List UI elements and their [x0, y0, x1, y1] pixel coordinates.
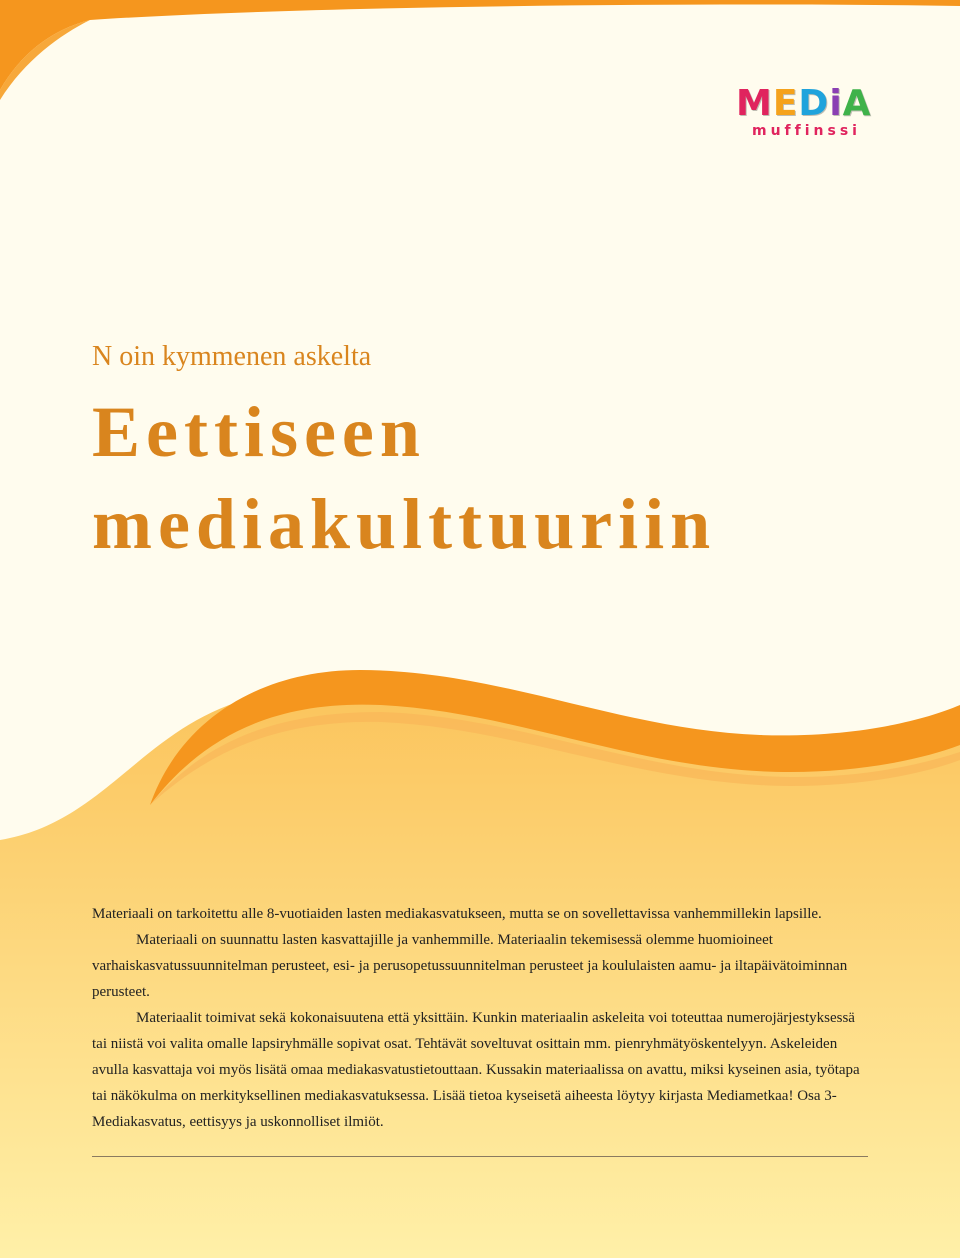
logo-letter: M	[736, 83, 773, 124]
logo-letter: D	[798, 83, 830, 124]
logo-letter: E	[772, 83, 799, 124]
logo-letter: i	[829, 83, 843, 124]
paragraph: Materiaali on suunnattu lasten kasvattajille ja vanhemmille. Materiaalin tekemisessä olemme huomioineet varhaiskasvatussuunnitelman perusteet, esi- ja perusopetussuunnitelman perusteet ja koululaisten aamu- ja iltapäivätoiminnan perusteet.	[92, 932, 848, 1000]
paragraph: Materiaalit toimivat sekä kokonaisuutena että yksittäin. Kunkin materiaalin askeleita voi toteuttaa numerojärjestyksessä tai niistä voi valita omalle lapsiryhmälle sopivat osat. Tehtävät soveltuvat osittain mm. pienryhmätyöskentelyyn. Askeleiden avulla kasvattaja voi myös lisätä omaa mediakasvatustietouttaan. Kussakin materiaalissa on avattu, miksi kyseinen asia, työtapa tai näkökulma on merkityksellinen mediakasvatuksessa. Lisää tietoa kyseisetä aiheesta löytyy kirjasta Mediametkaa! Osa 3- Mediakasvatus, eettisyys ja uskonnolliset ilmiöt.	[92, 1010, 860, 1130]
page-subtitle: N oin kymmenen askelta	[92, 341, 372, 372]
logo-wordmark	[736, 84, 876, 124]
title-line-2: mediakulttuuriin	[92, 484, 717, 564]
title-line-1: Eettiseen	[92, 392, 426, 472]
paragraph: Materiaali on tarkoitettu alle 8-vuotiaiden lasten mediakasvatukseen, mutta se on sovellettavissa vanhemmillekin lapsille.	[92, 906, 822, 922]
intro-text	[92, 901, 870, 1135]
media-muffinssi-logo	[736, 84, 876, 144]
page-title	[92, 386, 912, 570]
divider	[92, 1156, 868, 1157]
logo-letter: A	[842, 83, 872, 124]
logo-subtext: muffinssi	[752, 123, 861, 139]
